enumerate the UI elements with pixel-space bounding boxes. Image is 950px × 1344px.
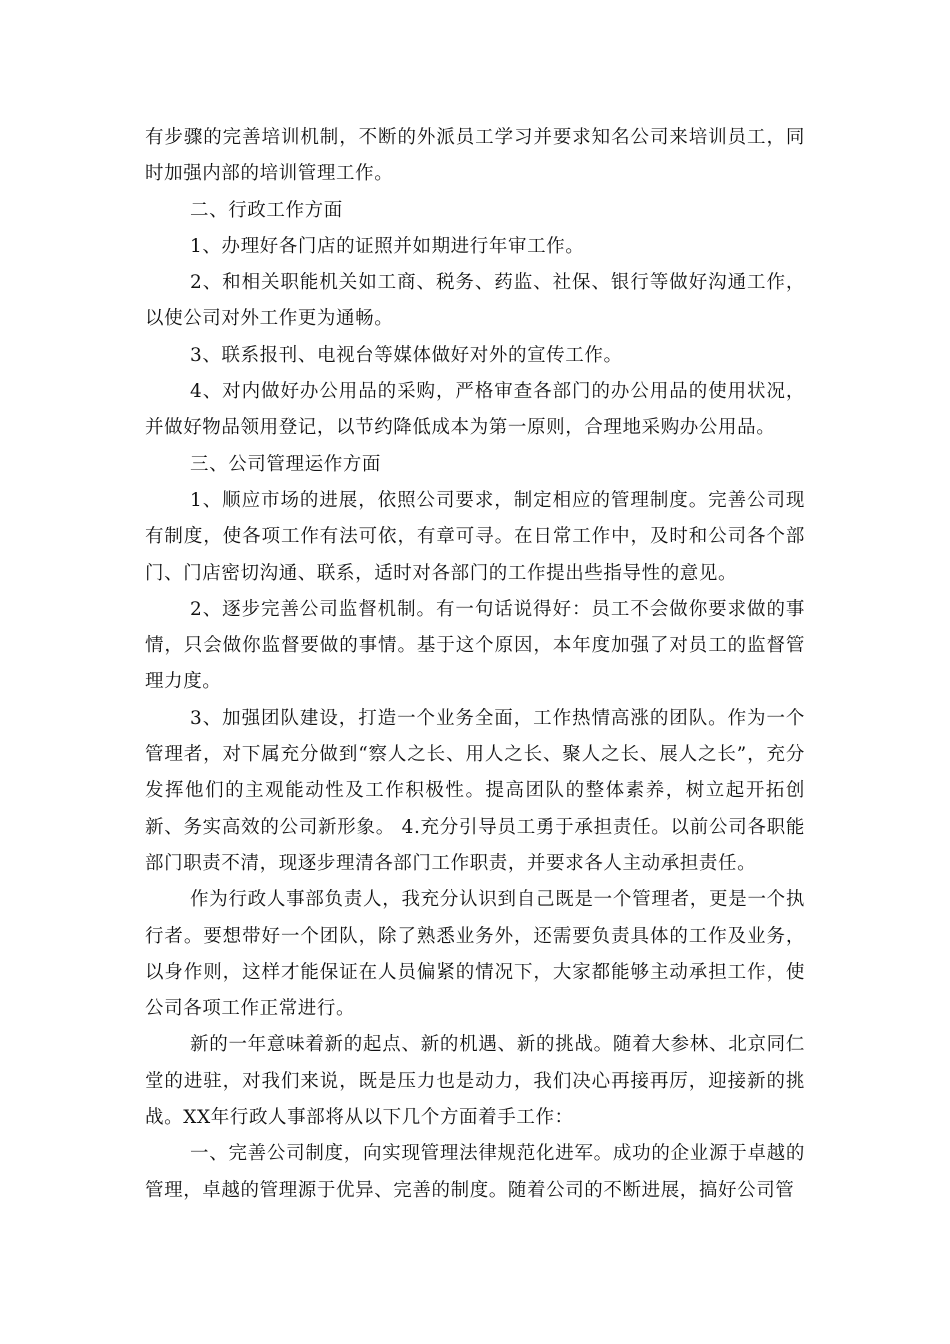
paragraph-management-item-1: 1、顺应市场的进展，依照公司要求，制定相应的管理制度。完善公司现有制度，使各项工作有法可依，有章可寻。在日常工作中，及时和公司各个部门、门店密切沟通、联系，适时对各部门的工作提出些指导性的意见。 [145, 489, 805, 584]
paragraph-management-item-3: 3、加强团队建设，打造一个业务全面，工作热情高涨的团队。作为一个管理者，对下属充分做到“察人之长、用人之长、聚人之长、展人之长”，充分发挥他们的主观能动性及工作积极性。提高团队的整体素养，树立起开拓创新、务实高效的公司新形象。 4.充分引导员工勇于承担责任。以前公司各职能部门职责不清，现逐步理清各部门工作职责，并要求各人主动承担责任。 [145, 707, 805, 874]
paragraph-department-head: 作为行政人事部负责人，我充分认识到自己既是一个管理者，更是一个执行者。要想带好一个团队，除了熟悉业务外，还需要负责具体的工作及业务，以身作则，这样才能保证在人员偏紧的情况下，大家都能够主动承担工作，使公司各项工作正常进行。 [145, 889, 805, 1020]
paragraph-admin-item-1: 1、办理好各门店的证照并如期进行年审工作。 [190, 235, 585, 257]
paragraph-plan-item-1: 一、完善公司制度，向实现管理法律规范化进军。成功的企业源于卓越的管理，卓越的管理源于优异、完善的制度。随着公司的不断进展，搞好公司管 [145, 1143, 805, 1201]
document-body [145, 120, 805, 1209]
heading-company-management: 三、公司管理运作方面 [190, 453, 382, 475]
paragraph-admin-item-4: 4、对内做好办公用品的采购，严格审查各部门的办公用品的使用状况，并做好物品领用登记，以节约降低成本为第一原则，合理地采购办公用品。 [145, 381, 805, 439]
heading-administrative-work: 二、行政工作方面 [190, 199, 343, 221]
paragraph-admin-item-2: 2、和相关职能机关如工商、税务、药监、社保、银行等做好沟通工作，以使公司对外工作更为通畅。 [145, 272, 805, 330]
paragraph-training-mechanism: 有步骤的完善培训机制，不断的外派员工学习并要求知名公司来培训员工，同时加强内部的培训管理工作。 [145, 127, 805, 185]
paragraph-admin-item-3: 3、联系报刊、电视台等媒体做好对外的宣传工作。 [190, 344, 623, 366]
paragraph-new-year: 新的一年意味着新的起点、新的机遇、新的挑战。随着大参林、北京同仁堂的进驻，对我们来说，既是压力也是动力，我们决心再接再厉，迎接新的挑战。XX年行政人事部将从以下几个方面着手工作： [145, 1034, 805, 1129]
paragraph-management-item-2: 2、逐步完善公司监督机制。有一句话说得好：员工不会做你要求做的事情，只会做你监督要做的事情。基于这个原因，本年度加强了对员工的监督管理力度。 [145, 598, 805, 693]
